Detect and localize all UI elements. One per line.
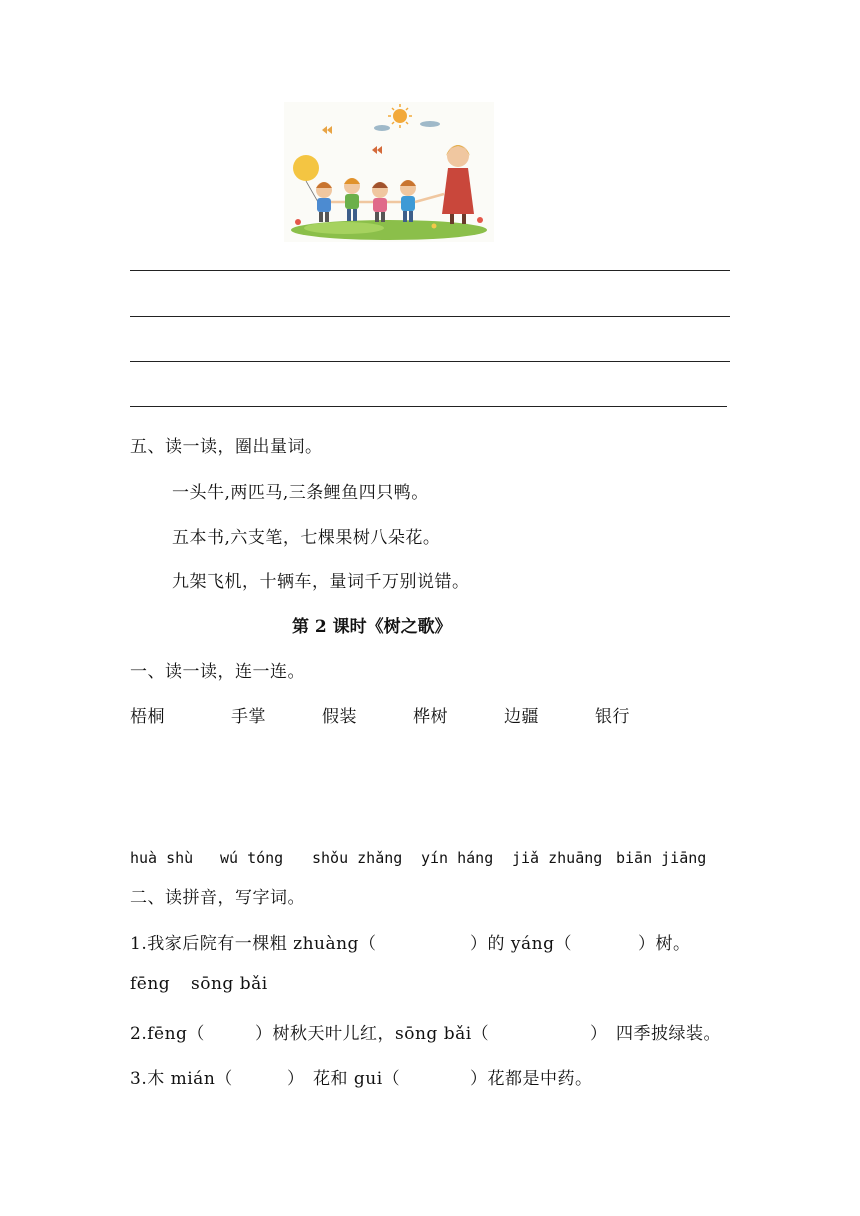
- question-3-part: ）: [287, 1069, 305, 1089]
- rhyme-line: 九架飞机，十辆车，量词千万别说错。: [172, 572, 470, 592]
- section-1-heading: 一、读一读，连一连。: [130, 662, 305, 682]
- word-item: 边疆: [504, 707, 539, 727]
- section-2-heading: 二、读拼音，写字词。: [130, 888, 305, 908]
- pinyin-item: biān jiāng: [616, 849, 707, 867]
- rhyme-line: 一头牛,两匹马,三条鲤鱼四只鸭。: [172, 483, 429, 503]
- rhyme-line: 五本书,六支笔，七棵果树八朵花。: [172, 528, 441, 548]
- pinyin-item: yín háng: [421, 849, 494, 867]
- word-item: 桦树: [413, 707, 448, 727]
- pinyin-item: jiǎ zhuāng: [512, 849, 603, 867]
- word-item: 手掌: [231, 707, 266, 727]
- word-item: 梧桐: [130, 707, 165, 727]
- lesson-title: 第 2 课时《树之歌》: [292, 617, 452, 637]
- word-item: 假装: [322, 707, 357, 727]
- writing-line: [130, 361, 730, 362]
- pinyin-item: wú tóng: [220, 849, 284, 867]
- pinyin-hint: fēng: [130, 974, 171, 994]
- question-2-part: 2.fēng（: [130, 1024, 205, 1044]
- pinyin-hint: sōng bǎi: [191, 974, 268, 994]
- writing-line: [130, 406, 727, 407]
- question-2-part: ）树秋天叶儿红，sōng bǎi（: [255, 1024, 490, 1044]
- question-3-part: 3.木 mián（: [130, 1069, 233, 1089]
- question-3-part: 花和 gui（: [313, 1069, 401, 1089]
- question-3-part: ）花都是中药。: [470, 1069, 593, 1089]
- question-1-part: 1.我家后院有一棵粗 zhuàng（: [130, 934, 377, 954]
- word-item: 银行: [595, 707, 630, 727]
- section-5-heading: 五、读一读，圈出量词。: [130, 437, 323, 457]
- question-2-part: 四季披绿装。: [616, 1024, 721, 1044]
- teacher-children-illustration: [284, 102, 494, 242]
- question-1-part: ）树。: [638, 934, 691, 954]
- pinyin-item: huà shù: [130, 849, 194, 867]
- writing-line: [130, 270, 730, 271]
- question-2-part: ）: [590, 1024, 608, 1044]
- pinyin-item: shǒu zhǎng: [312, 849, 403, 867]
- writing-line: [130, 316, 730, 317]
- question-1-part: ）的 yáng（: [470, 934, 572, 954]
